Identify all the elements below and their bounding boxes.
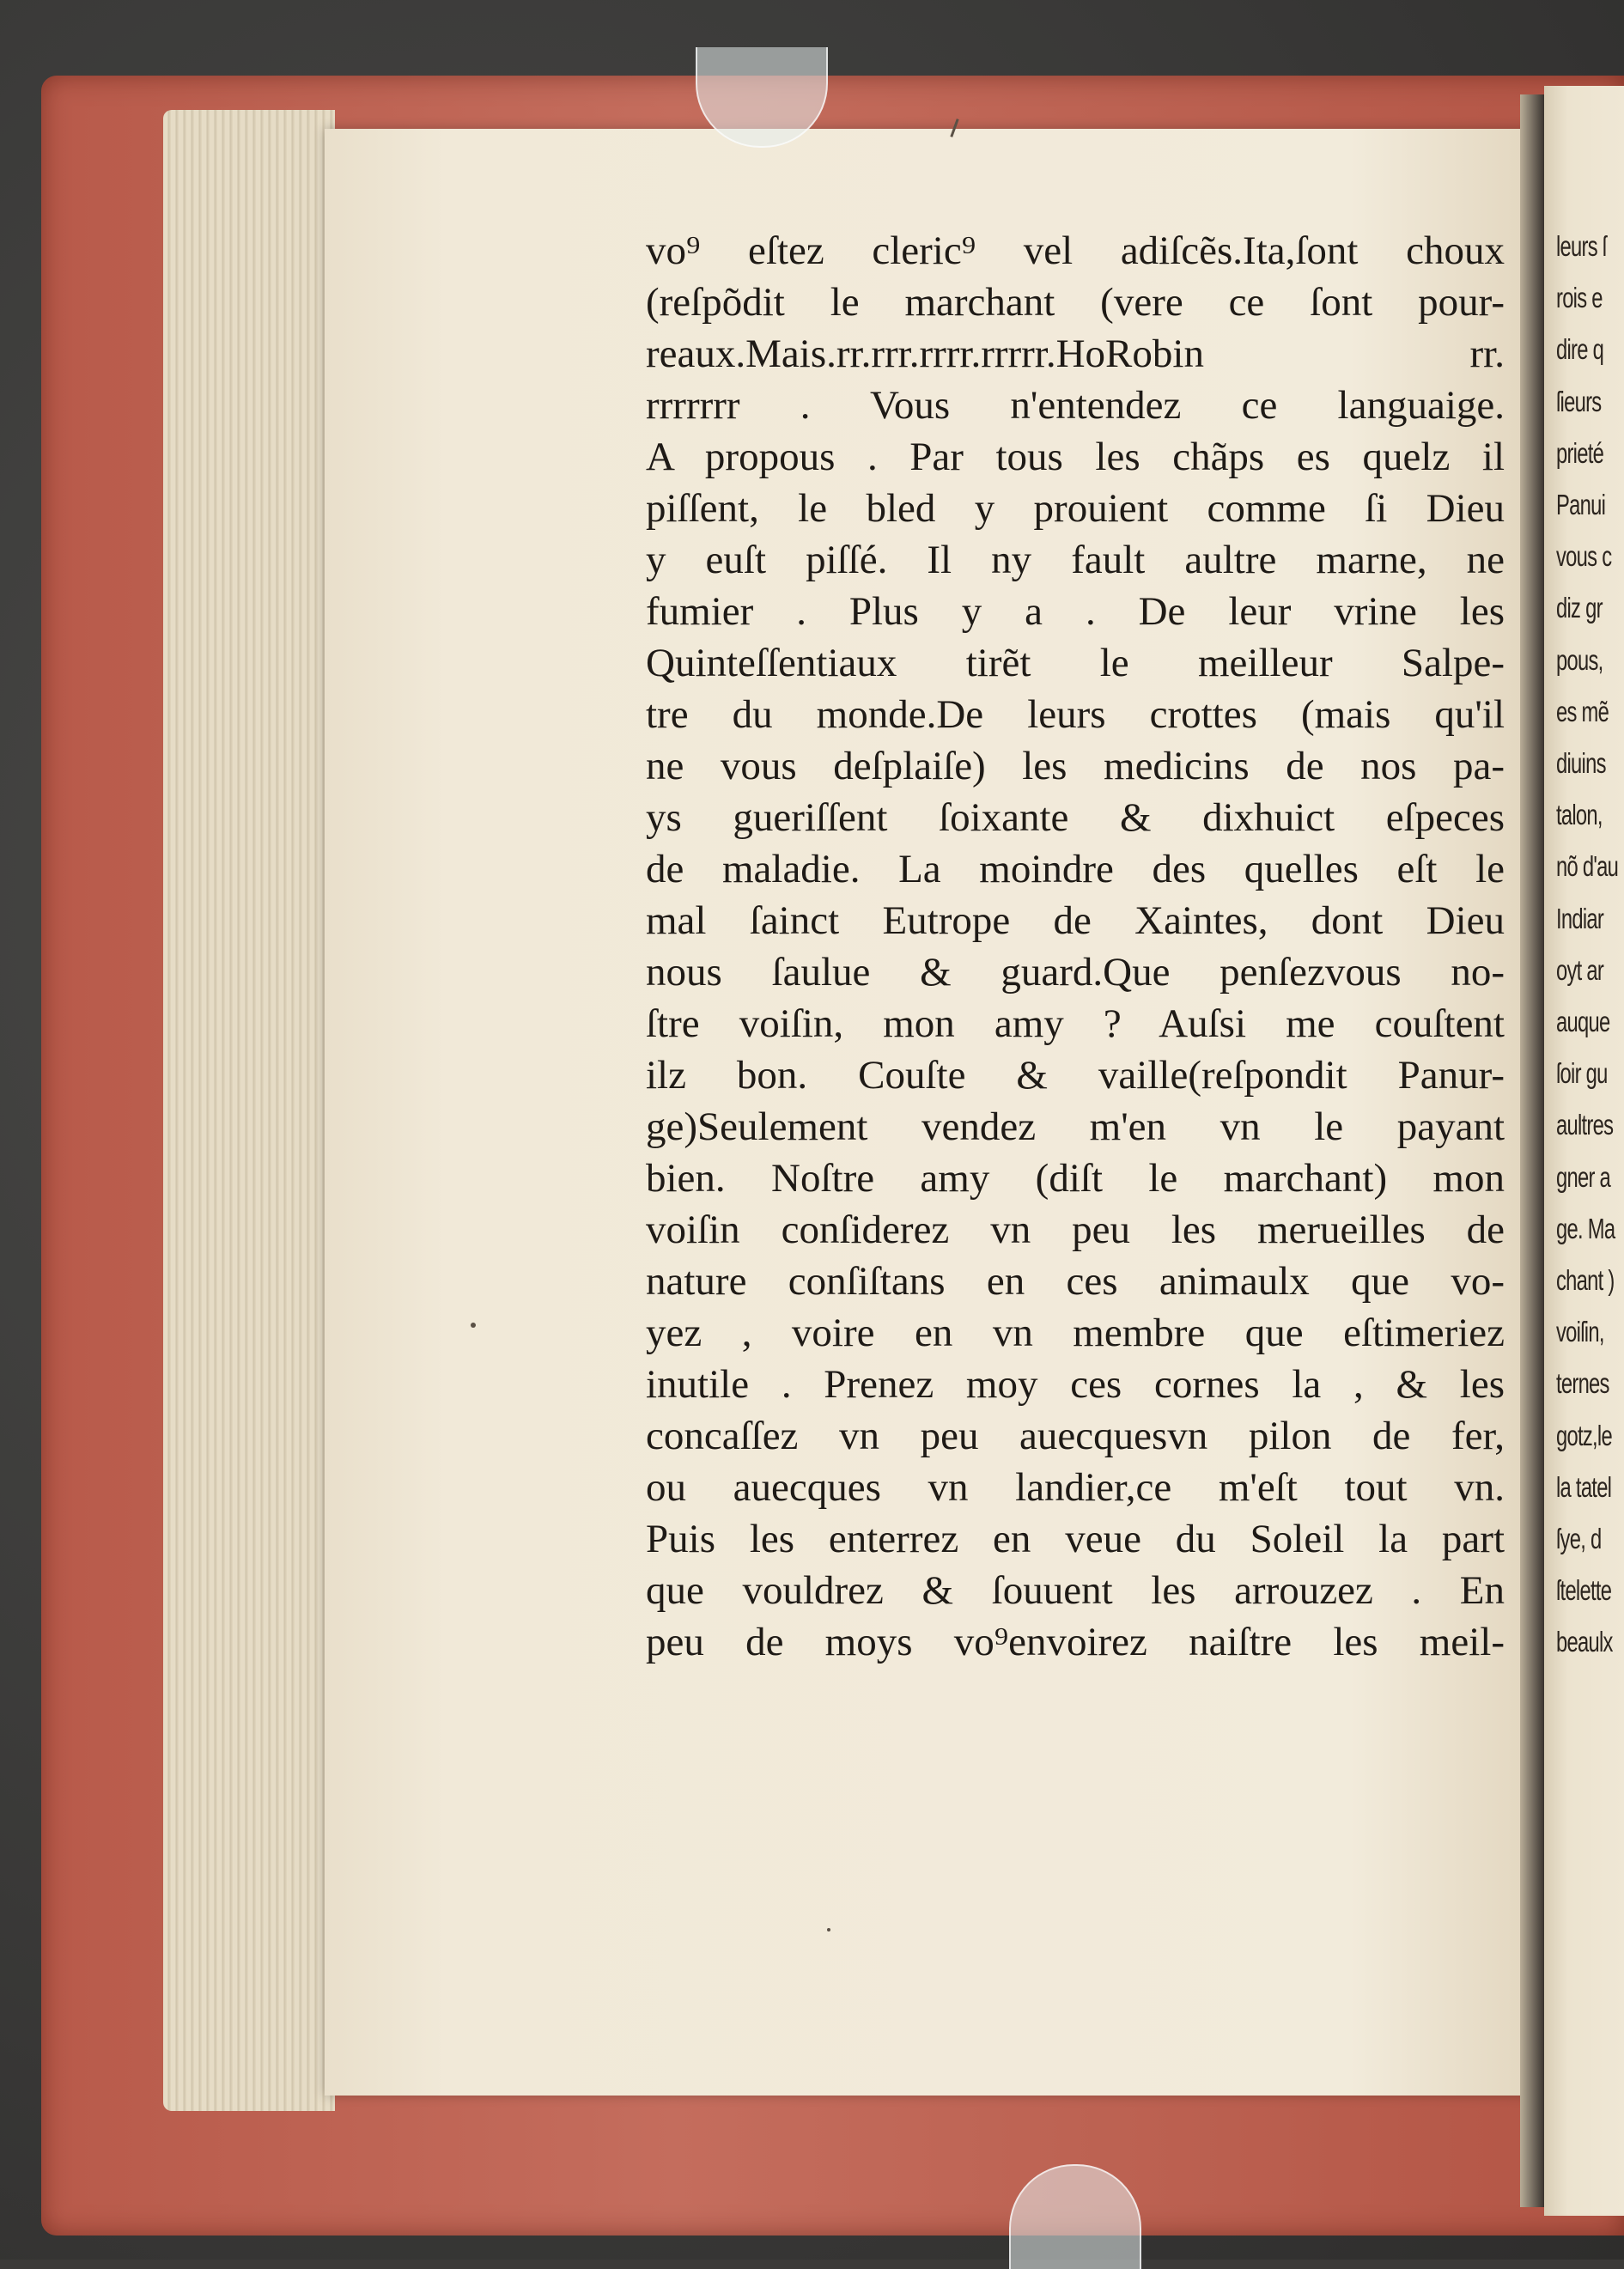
facing-text-fragment: Indiar (1556, 902, 1604, 934)
text-line: fumier . Plus y a . De leur vrine les (646, 589, 1505, 634)
facing-text-fragment: la tatel (1556, 1470, 1612, 1503)
facing-text-fragment: gotz,le (1556, 1419, 1612, 1451)
text-line: voiſin conſiderez vn peu les merueilles de (646, 1207, 1505, 1252)
facing-text-fragment: diz gr (1556, 592, 1603, 624)
text-line: ilz bon. Couſte & vaille(reſpondit Panur- (646, 1053, 1505, 1098)
facing-text-fragment: gner a (1556, 1160, 1611, 1193)
facing-text-fragment: leurs ſ (1556, 230, 1607, 262)
text-line: piſſent, le bled y prouient comme ſi Dieu (646, 486, 1505, 531)
text-line: nous ſaulue & guard.Que penſezvous no- (646, 950, 1505, 995)
text-line: de maladie. La moindre des quelles eſt le (646, 847, 1505, 891)
text-line: ne vous deſplaiſe) les medicins de nos pa- (646, 744, 1505, 788)
text-line: ge)Seulement vendez m'en vn le payant (646, 1104, 1505, 1149)
text-line: yez , voire en vn membre que eſtimeriez (646, 1311, 1505, 1355)
facing-text-fragment: aultres (1556, 1109, 1614, 1141)
facing-text-fragment: ge. Ma (1556, 1212, 1615, 1244)
facing-text-fragment: chant ) (1556, 1264, 1615, 1296)
facing-text-fragment: beaulx (1556, 1626, 1613, 1658)
facing-text-fragment: ſtelette (1556, 1574, 1612, 1607)
facing-text-fragment: ſye, d (1556, 1523, 1602, 1554)
facing-text-fragment: ternes (1556, 1367, 1609, 1400)
text-line: mal ſainct Eutrope de Xaintes, dont Dieu (646, 898, 1505, 943)
ink-dot (471, 1323, 476, 1328)
book-gutter (1520, 94, 1544, 2207)
ink-dot (827, 1928, 830, 1931)
text-line: (reſpõdit le marchant (vere ce ſont pour- (646, 280, 1505, 325)
facing-text-fragment: rois e (1556, 282, 1603, 314)
text-line: A propous . Par tous les chãps es quelz il (646, 435, 1505, 479)
text-line: tre du monde.De leurs crottes (mais qu'il (646, 692, 1505, 737)
page-edges (163, 110, 335, 2111)
text-line: concaſſez vn peu auecquesvn pilon de fer, (646, 1414, 1505, 1458)
facing-text-fragment: vous c (1556, 540, 1612, 573)
text-line: ſtre voiſin, mon amy ? Auſsi me couſtent (646, 1001, 1505, 1046)
text-line: ys gueriſſent ſoixante & dixhuict eſpeces (646, 795, 1505, 840)
text-line: que vouldrez & ſouuent les arrouzez . En (646, 1568, 1505, 1613)
facing-text-fragment: diuins (1556, 747, 1606, 779)
facing-text-fragment: ſieurs (1556, 385, 1602, 417)
facing-text-fragment: talon, (1556, 799, 1603, 831)
facing-text-fragment: es mẽ (1556, 695, 1609, 727)
text-line: bien. Noſtre amy (diſt le marchant) mon (646, 1156, 1505, 1201)
text-line: peu de moys vo⁹envoirez naiſtre les meil- (646, 1620, 1505, 1664)
page-text (646, 225, 1505, 1668)
text-line: y euſt piſſé. Il ny fault aultre marne, ne (646, 538, 1505, 582)
text-line: vo⁹ eſtez cleric⁹ vel adiſcẽs.Ita,ſont choux (646, 228, 1505, 273)
facing-text-fragment: oyt ar (1556, 953, 1604, 986)
facing-text-fragment: nõ d'au (1556, 850, 1619, 883)
text-line: ou auecques vn landier,ce m'eſt tout vn. (646, 1465, 1505, 1510)
facing-text-fragment: ſoir gu (1556, 1057, 1608, 1090)
text-line: inutile . Prenez moy ces cornes la , & les (646, 1362, 1505, 1407)
facing-text-fragment: pous, (1556, 643, 1603, 676)
text-line: Quinteſſentiaux tirẽt le meilleur Salpe- (646, 641, 1505, 685)
text-line: rrrrrrr . Vous n'entendez ce languaige. (646, 383, 1505, 428)
facing-text-fragment: dire q (1556, 333, 1604, 366)
text-line: reaux.Mais.rr.rrr.rrrr.rrrrr.HoRobin rr. (646, 332, 1505, 376)
facing-text-fragment: voiſin, (1556, 1316, 1604, 1348)
text-line: nature conſiſtans en ces animaulx que vo- (646, 1259, 1505, 1304)
text-line: Puis les enterrez en veue du Soleil la part (646, 1517, 1505, 1561)
facing-text-fragment: Panui (1556, 489, 1606, 520)
facing-text-fragment: prieté (1556, 436, 1604, 469)
facing-text-fragment: auque (1556, 1006, 1610, 1037)
